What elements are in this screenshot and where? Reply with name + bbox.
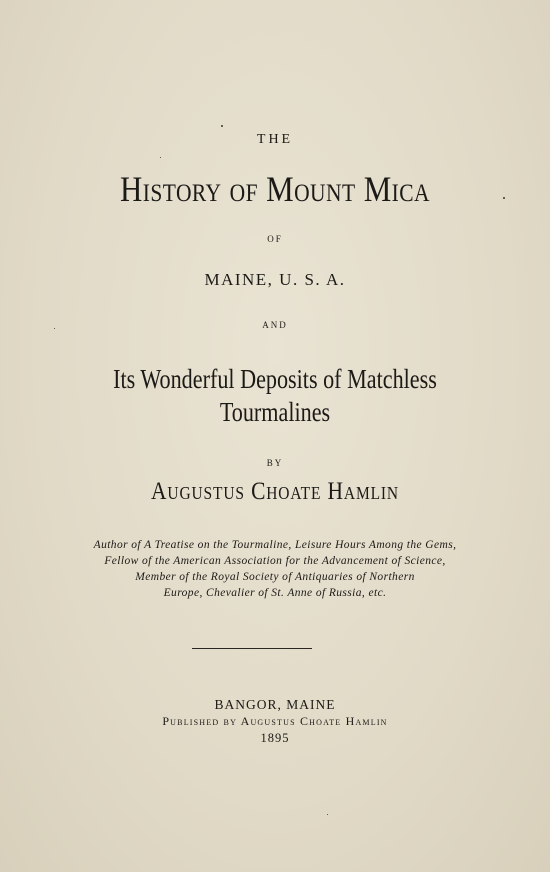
location-line: MAINE, U. S. A. xyxy=(204,270,346,289)
imprint-publisher: Published by Augustus Choate Hamlin xyxy=(162,714,388,728)
the-label: THE xyxy=(256,132,294,147)
author-credentials xyxy=(0,537,550,601)
divider-rule xyxy=(192,648,312,649)
of-label: OF xyxy=(267,234,283,244)
imprint-place: BANGOR, MAINE xyxy=(214,697,336,712)
subtitle xyxy=(50,363,501,429)
imprint-year: 1895 xyxy=(260,731,290,745)
main-title: History of Mount Mica xyxy=(120,169,430,209)
paper-speck xyxy=(327,814,328,815)
subtitle-line-1: Its Wonderful Deposits of Matchless xyxy=(113,364,437,394)
author-name: Augustus Choate Hamlin xyxy=(151,478,399,505)
paper-speck xyxy=(503,197,505,199)
and-label: AND xyxy=(262,320,288,330)
paper-speck xyxy=(160,157,161,158)
paper-speck xyxy=(221,125,223,127)
credentials-line-1: Author of A Treatise on the Tourmaline, Leisure Hours Among the Gems, xyxy=(93,539,457,551)
subtitle-line-2: Tourmalines xyxy=(219,397,331,427)
credentials-line-2: Fellow of the American Association for the Advancement of Science, xyxy=(104,555,446,567)
by-label: BY xyxy=(266,458,284,468)
credentials-line-4: Europe, Chevalier of St. Anne of Russia, etc. xyxy=(163,587,387,599)
paper-speck xyxy=(54,328,55,329)
credentials-line-3: Member of the Royal Society of Antiquaries of Northern xyxy=(135,571,415,583)
